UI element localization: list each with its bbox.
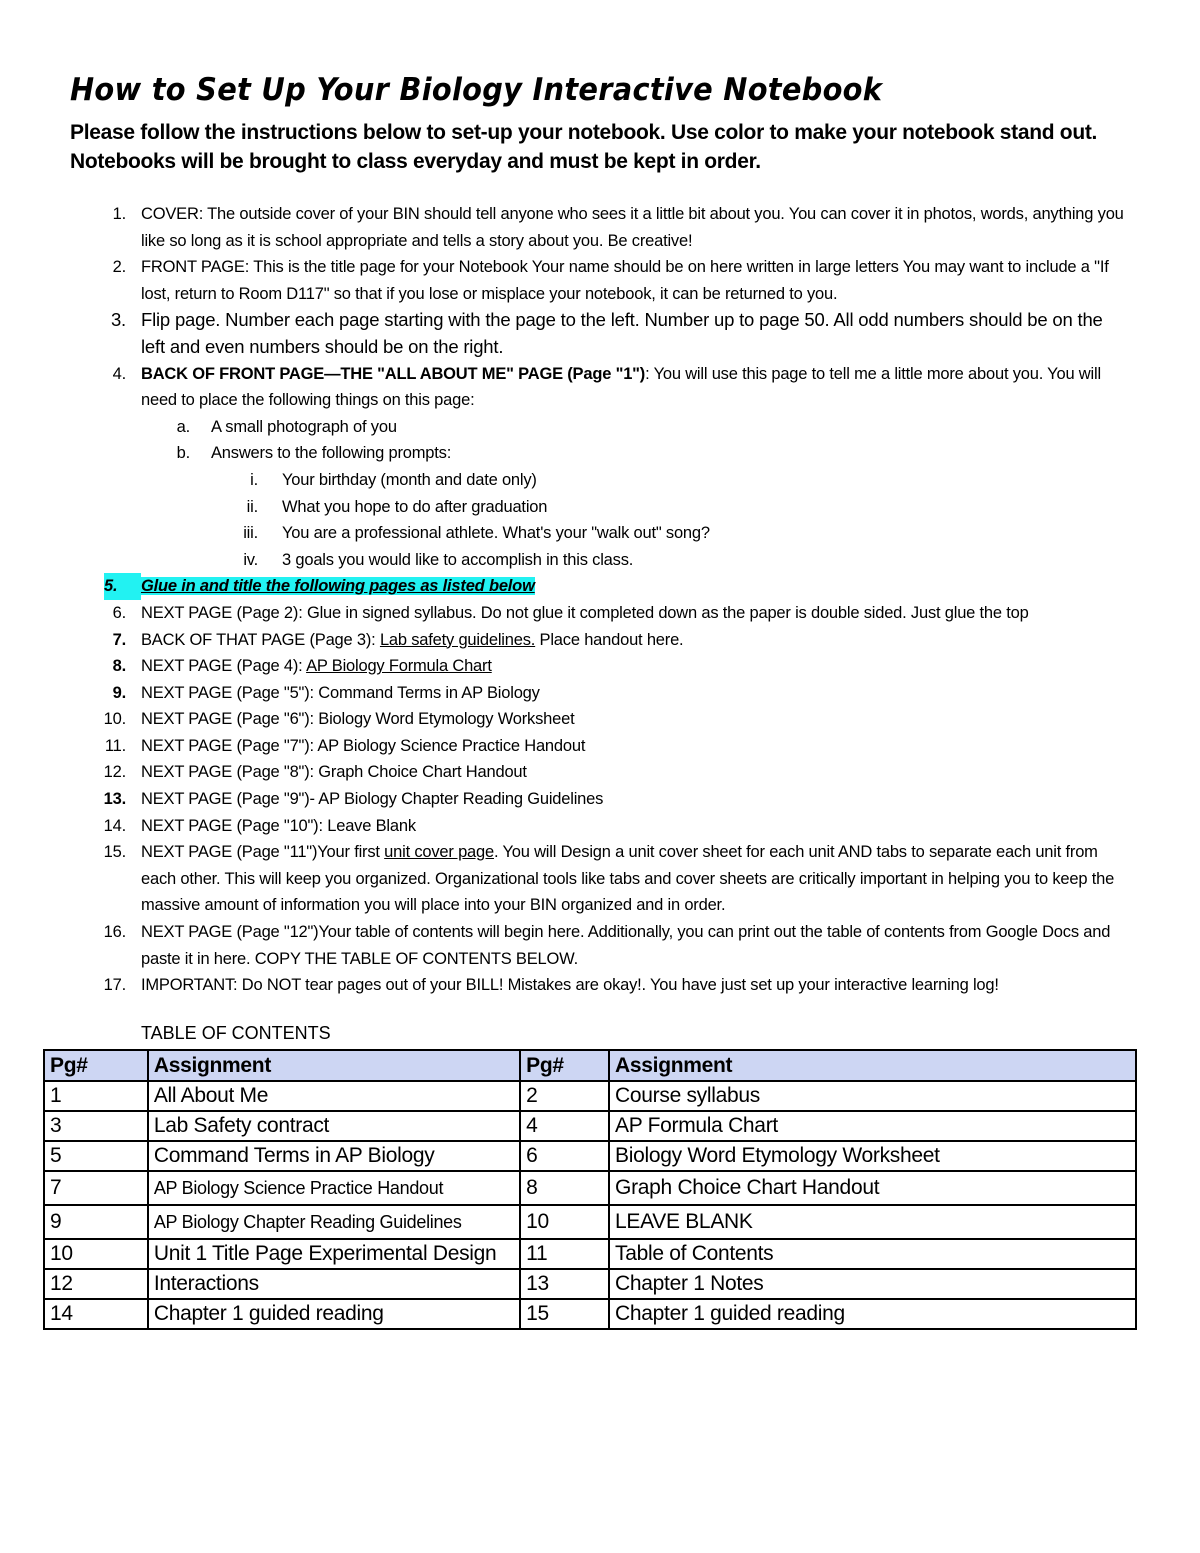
item-number: 10. — [103, 710, 126, 729]
list-item-glue-heading — [0, 573, 1200, 600]
item-body: : Biology Word Etymology Worksheet — [309, 710, 575, 729]
item-body: : Command Terms in AP Biology — [309, 683, 540, 702]
cell-assignment: AP Formula Chart — [609, 1111, 1136, 1141]
table-row — [44, 1141, 1136, 1171]
cell-page: 13 — [520, 1269, 609, 1299]
item-link: Lab safety guidelines. — [379, 630, 536, 649]
item-link: AP Biology Formula Chart — [306, 657, 492, 676]
item-text — [141, 627, 1131, 654]
item-text: Flip page. Number each page starting with the page to the left. Number up to page 50. All odd numbers should be on the left and even numbers should be on the right. — [141, 309, 1103, 357]
intro-line-2: Notebooks will be brought to class everyday and must be kept in order. — [70, 150, 761, 173]
list-item-front-page — [0, 254, 1200, 307]
table-row — [44, 1269, 1136, 1299]
item-text: You are a professional athlete. What's your "walk out" song? — [282, 524, 710, 543]
item-text — [141, 600, 1131, 627]
item-text: 3 goals you would like to accomplish in this class. — [282, 550, 634, 569]
item-number: 3. — [110, 309, 126, 331]
item-label: NEXT PAGE (Page "6") — [141, 710, 310, 729]
header-assignment: Assignment — [148, 1050, 520, 1081]
cell-assignment: Course syllabus — [609, 1081, 1136, 1111]
cell-page: 1 — [44, 1081, 148, 1111]
list-prompt-graduation — [0, 494, 1200, 521]
item-text — [141, 680, 1131, 707]
table-row — [44, 1081, 1136, 1111]
list-item-page-3 — [0, 627, 1200, 654]
table-of-contents — [43, 1049, 1137, 1330]
intro-line-1: Please follow the instructions below to set-up your notebook. Use color to make your notebook stand out. — [70, 121, 1098, 144]
cell-page: 8 — [520, 1171, 609, 1205]
item-body: AP Biology Science Practice Handout — [313, 736, 586, 755]
list-prompt-birthday — [0, 467, 1200, 494]
table-row — [44, 1171, 1136, 1205]
cell-assignment: AP Biology Chapter Reading Guidelines — [148, 1205, 520, 1239]
item-number: 14. — [103, 816, 126, 835]
item-body: : This is the title page for your Notebook Your name should be on here written in large letters You may want to include a "If lost, return to Room D117" so that if you lose or misplace your notebook, it can be returned to you. — [141, 258, 1109, 303]
item-number: 15. — [103, 843, 126, 862]
item-link: unit cover page — [384, 843, 494, 862]
item-label: BACK OF FRONT PAGE—THE "ALL ABOUT ME" PAGE (Page "1") — [141, 364, 646, 383]
item-text — [141, 361, 1131, 414]
header-page-number: Pg# — [44, 1050, 148, 1081]
item-text: Answers to the following prompts: — [211, 444, 452, 463]
item-number: iii. — [243, 524, 258, 543]
item-body: - AP Biology Chapter Reading Guidelines — [309, 790, 604, 809]
item-text — [141, 201, 1131, 254]
list-item-page-9 — [0, 786, 1200, 813]
item-label: FRONT PAGE — [141, 258, 245, 277]
cell-assignment: Command Terms in AP Biology — [148, 1141, 520, 1171]
list-item-page-10 — [0, 813, 1200, 840]
cell-page: 10 — [44, 1239, 148, 1269]
cell-assignment: Table of Contents — [609, 1239, 1136, 1269]
item-body: Do NOT tear pages out of your BILL! Mistakes are okay!. You have just set up your interactive learning log! — [237, 976, 999, 995]
list-item-page-11 — [0, 839, 1200, 919]
cell-page: 7 — [44, 1171, 148, 1205]
cell-page: 12 — [44, 1269, 148, 1299]
list-item-page-7 — [0, 733, 1200, 760]
table-row — [44, 1205, 1136, 1239]
list-item-flip-page — [0, 307, 1200, 360]
cell-assignment: Chapter 1 guided reading — [148, 1299, 520, 1329]
item-body: : Leave Blank — [318, 816, 416, 835]
list-item-cover — [0, 201, 1200, 254]
item-pre: Your first — [317, 843, 385, 862]
cell-page: 4 — [520, 1111, 609, 1141]
item-text: Your birthday (month and date only) — [282, 470, 537, 489]
list-prompt-goals — [0, 547, 1200, 574]
item-number: 1. — [112, 205, 126, 223]
item-number: b. — [176, 444, 190, 463]
item-number: ii. — [246, 497, 258, 516]
instruction-list — [0, 201, 1200, 999]
toc-label: TABLE OF CONTENTS — [141, 1023, 331, 1043]
cell-page: 3 — [44, 1111, 148, 1141]
item-body: : Glue in signed syllabus. Do not glue it completed down as the paper is double sided. Just glue the top — [298, 603, 1029, 622]
cell-assignment: LEAVE BLANK — [609, 1205, 1136, 1239]
item-label: NEXT PAGE (Page "9") — [141, 790, 310, 809]
page-title: How to Set Up Your Biology Interactive Notebook — [70, 72, 883, 108]
list-subitem-photo — [0, 414, 1200, 441]
cell-page: 11 — [520, 1239, 609, 1269]
intro-paragraph — [70, 118, 1170, 176]
item-number: 7. — [112, 630, 126, 649]
cell-assignment: Chapter 1 guided reading — [609, 1299, 1136, 1329]
table-header-row — [44, 1050, 1136, 1081]
item-label: BACK OF THAT PAGE (Page 3): — [141, 630, 376, 649]
header-page-number: Pg# — [520, 1050, 609, 1081]
item-body: Place handout here. — [535, 630, 684, 649]
item-number: iv. — [243, 550, 258, 569]
item-text — [141, 706, 1131, 733]
cell-page: 5 — [44, 1141, 148, 1171]
item-number: 8. — [112, 657, 126, 676]
list-item-page-4 — [0, 653, 1200, 680]
item-label: COVER — [141, 205, 199, 223]
item-label: NEXT PAGE (Page "5") — [141, 683, 310, 702]
list-prompt-walkout-song — [0, 520, 1200, 547]
item-label: NEXT PAGE (Page 4): — [141, 657, 303, 676]
item-number: 2. — [112, 258, 126, 277]
list-item-page-8 — [0, 759, 1200, 786]
item-number: i. — [250, 470, 258, 489]
item-text — [141, 254, 1131, 307]
item-label: NEXT PAGE (Page "12") — [141, 923, 319, 942]
table-row — [44, 1111, 1136, 1141]
cell-page: 2 — [520, 1081, 609, 1111]
item-number: 13. — [103, 790, 126, 809]
item-label: NEXT PAGE (Page "11") — [141, 843, 318, 862]
item-number: a. — [176, 417, 190, 436]
item-number: 12. — [103, 763, 126, 782]
cell-assignment: Unit 1 Title Page Experimental Design — [148, 1239, 520, 1269]
item-number: 11. — [104, 736, 126, 755]
header-assignment: Assignment — [609, 1050, 1136, 1081]
item-body: : The outside cover of your BIN should tell anyone who sees it a little bit about you. You can cover it in photos, words, anything you like so long as it is school appropriate and tells a story about you. Be creative! — [141, 205, 1124, 250]
item-text — [141, 813, 1131, 840]
item-text: What you hope to do after graduation — [282, 497, 548, 516]
item-text — [141, 972, 1131, 999]
item-number: 16. — [103, 923, 126, 942]
item-number: 5. — [104, 573, 141, 600]
cell-page: 15 — [520, 1299, 609, 1329]
item-number: 6. — [112, 603, 126, 622]
item-text — [141, 839, 1131, 919]
list-subitem-prompts — [0, 440, 1200, 467]
item-text — [141, 733, 1131, 760]
table-row — [44, 1239, 1136, 1269]
item-body: . You will Design a unit cover sheet for each unit AND tabs to separate each unit from each other. This will keep you organized. Organizational tools like tabs and cover sheets are critically important in helping you to keep the massive amount of information you will place into your BIN organized and in order. — [141, 843, 1115, 915]
item-number: 17. — [103, 976, 126, 995]
item-label: NEXT PAGE (Page 2) — [141, 603, 299, 622]
item-label: NEXT PAGE (Page "8") — [141, 763, 310, 782]
list-item-page-5 — [0, 680, 1200, 707]
item-number: 9. — [112, 683, 126, 702]
highlighted-heading: Glue in and title the following pages as listed below — [141, 577, 535, 596]
cell-assignment: Interactions — [148, 1269, 520, 1299]
item-text — [141, 653, 1131, 680]
item-text — [141, 759, 1131, 786]
list-item-all-about-me — [0, 361, 1200, 414]
list-item-important — [0, 972, 1200, 999]
cell-assignment: AP Biology Science Practice Handout — [148, 1171, 520, 1205]
item-text: A small photograph of you — [211, 417, 397, 436]
cell-assignment: Chapter 1 Notes — [609, 1269, 1136, 1299]
item-body: Your table of contents will begin here. Additionally, you can print out the table of contents from Google Docs and paste it in here. COPY THE TABLE OF CONTENTS BELOW. — [141, 923, 1111, 968]
list-item-page-2 — [0, 600, 1200, 627]
item-body: : You will use this page to tell me a little more about you. You will need to place the following things on this page: — [141, 364, 1101, 410]
item-label: NEXT PAGE (Page "7"): — [141, 736, 314, 755]
list-item-page-6 — [0, 706, 1200, 733]
item-body: : Graph Choice Chart Handout — [309, 763, 527, 782]
cell-page: 10 — [520, 1205, 609, 1239]
cell-page: 6 — [520, 1141, 609, 1171]
item-text — [141, 919, 1131, 972]
list-item-page-12 — [0, 919, 1200, 972]
item-number: 4. — [112, 364, 126, 383]
cell-assignment: Biology Word Etymology Worksheet — [609, 1141, 1136, 1171]
table-row — [44, 1299, 1136, 1329]
item-text — [141, 786, 1131, 813]
cell-page: 14 — [44, 1299, 148, 1329]
cell-assignment: Graph Choice Chart Handout — [609, 1171, 1136, 1205]
cell-assignment: Lab Safety contract — [148, 1111, 520, 1141]
cell-page: 9 — [44, 1205, 148, 1239]
item-label: IMPORTANT: — [141, 976, 238, 995]
item-label: NEXT PAGE (Page "10") — [141, 816, 319, 835]
item-text — [141, 573, 1131, 600]
cell-assignment: All About Me — [148, 1081, 520, 1111]
